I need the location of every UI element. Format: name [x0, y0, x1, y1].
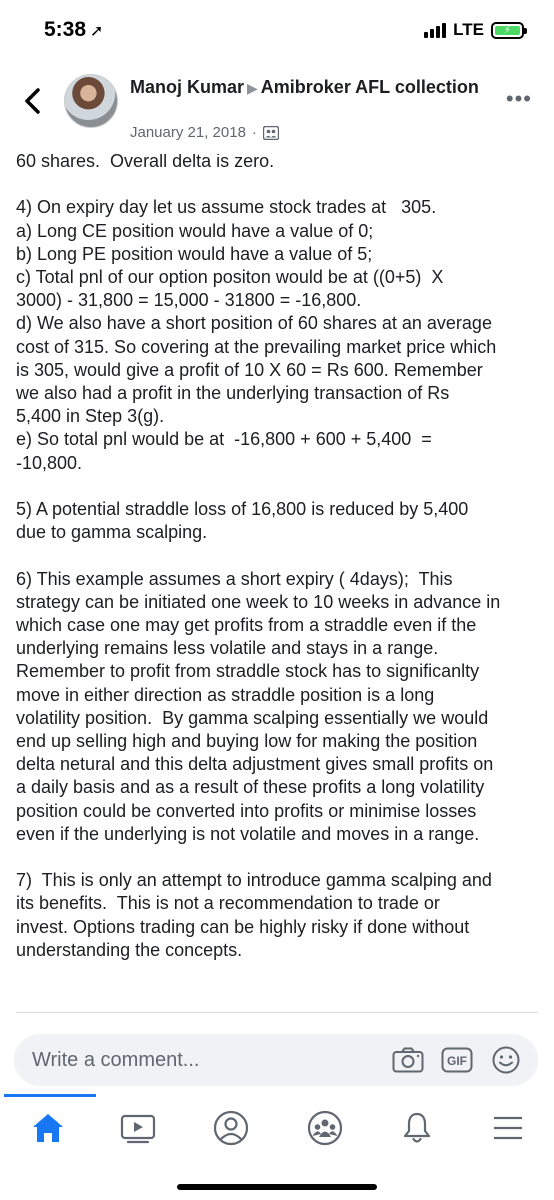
active-tab-indicator: [4, 1094, 96, 1097]
battery-icon: ⚡: [491, 22, 524, 39]
post-paragraph: 6) This example assumes a short expiry ( 4days); This strategy can be initiated one week to 10 weeks in advance in which case one may get profits from a straddle even if the underlying remains less volatile and stays in a range. Remember to profit from straddle stock has to significanlty move in either direction as straddle position is a long volatility position. By gamma scalping essentially we would end up selling high and buying low for making the position delta netural and this delta adjustment gives small profits on a daily basis and as a result of these profits a long volatility position could be converted into profits or minimise losses even if the underlying is not volatile and moves in a range.: [16, 568, 501, 844]
divider: [16, 1012, 538, 1013]
gif-button[interactable]: [441, 1046, 473, 1074]
author-avatar[interactable]: [64, 74, 118, 128]
bottom-tab-bar: [0, 1094, 554, 1200]
home-icon: [31, 1112, 65, 1144]
gif-icon: [441, 1047, 473, 1073]
tab-menu[interactable]: [483, 1108, 533, 1148]
comment-placeholder: Write a comment...: [32, 1049, 200, 1071]
bell-icon: [401, 1110, 433, 1146]
tab-notifications[interactable]: [392, 1108, 442, 1148]
author-name[interactable]: Manoj Kumar: [130, 77, 245, 97]
group-name[interactable]: Amibroker AFL collection: [260, 77, 479, 97]
group-icon: [263, 126, 279, 140]
home-indicator: [177, 1184, 377, 1190]
post-meta: [130, 124, 279, 141]
svg-text:GIF: GIF: [447, 1054, 467, 1068]
tab-home[interactable]: [23, 1108, 73, 1148]
arrow-right-icon: ▶: [247, 80, 258, 96]
camera-icon: [392, 1047, 424, 1073]
post-paragraph: 4) On expiry day let us assume stock trades at 305. a) Long CE position would have a value of 0; b) Long PE position would have a value of 5; c) Total pnl of our option positon would be at ((0+5) X 3000) - 31,800 = 15,000 - 31800 = -16,800. d) We also have a short position of 60 shares at an average cost of 315. So covering at the prevailing market price which is 305, would give a profit of 10 X 60 = Rs 600. Remember we also had a profit in the underlying transaction of Rs 5,400 in Step 3(g). e) So total pnl would be at -16,800 + 600 + 5,400 = -10,800.: [16, 197, 497, 473]
more-options-button[interactable]: •••: [505, 86, 532, 111]
video-icon: [120, 1112, 156, 1144]
post-paragraph: 7) This is only an attempt to introduce gamma scalping and its benefits. This is not a recommendation to trade or invest. Options trading can be highly risky if done without understanding the concepts.: [16, 870, 492, 960]
status-bar: [0, 0, 554, 62]
groups-icon: [307, 1110, 343, 1146]
profile-icon: [213, 1110, 249, 1146]
menu-icon: [493, 1114, 523, 1142]
post-date[interactable]: January 21, 2018: [130, 124, 246, 141]
status-indicators: [424, 20, 524, 40]
chevron-left-icon: [20, 86, 44, 116]
network-type: LTE: [453, 20, 484, 39]
post-text-cut: 60 shares. Overall delta is zero.: [16, 154, 275, 171]
post-paragraph: 5) A potential straddle loss of 16,800 is reduced by 5,400 due to gamma scalping.: [16, 499, 469, 543]
tab-profile[interactable]: [206, 1108, 256, 1148]
comment-input[interactable]: [14, 1034, 538, 1086]
post-title: [130, 76, 490, 100]
meta-separator: ·: [251, 124, 257, 141]
tab-groups[interactable]: [300, 1108, 350, 1148]
signal-icon: [424, 23, 446, 38]
camera-button[interactable]: [392, 1046, 424, 1074]
post-header: [0, 62, 554, 154]
back-button[interactable]: [20, 86, 44, 116]
emoji-button[interactable]: [490, 1046, 522, 1074]
location-icon: ➚: [90, 23, 104, 40]
status-time: 5:38 ➚: [44, 18, 104, 41]
tab-watch[interactable]: [113, 1108, 163, 1148]
post-content: [0, 154, 554, 1008]
smiley-icon: [492, 1046, 520, 1074]
